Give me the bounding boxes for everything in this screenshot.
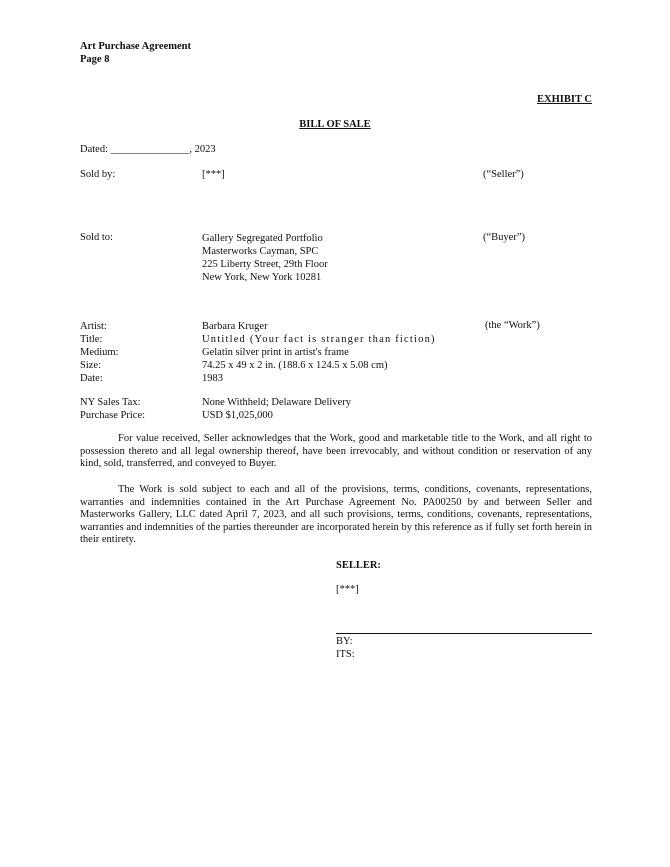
- dated-row: [80, 144, 216, 155]
- title-value: Untitled (Your fact is stranger than fiction): [202, 334, 436, 345]
- by-label: BY:: [336, 636, 353, 647]
- buyer-line: 225 Liberty Street, 29th Floor: [202, 259, 328, 270]
- tax-price-values: [202, 396, 351, 422]
- size-label: Size:: [80, 360, 101, 371]
- buyer-line: Masterworks Cayman, SPC: [202, 246, 319, 257]
- artist-label: Artist:: [80, 321, 107, 332]
- dated-year: , 2023: [189, 144, 216, 155]
- size-value: 74.25 x 49 x 2 in. (188.6 x 124.5 x 5.08 cm): [202, 360, 388, 371]
- seller-heading: SELLER:: [336, 560, 381, 571]
- page-number: Page 8: [80, 54, 110, 65]
- sold-by-label: Sold by:: [80, 169, 116, 180]
- signature-line: [336, 633, 592, 634]
- date-value: 1983: [202, 373, 223, 384]
- price-value: USD $1,025,000: [202, 410, 273, 421]
- sold-to-label: Sold to:: [80, 232, 113, 243]
- medium-label: Medium:: [80, 347, 119, 358]
- buyer-role: (“Buyer”): [483, 232, 525, 243]
- seller-role: (“Seller”): [483, 169, 524, 180]
- document-title: Art Purchase Agreement: [80, 41, 191, 52]
- medium-value: Gelatin silver print in artist's frame: [202, 347, 349, 358]
- work-labels: [80, 320, 119, 385]
- provisions-paragraph: The Work is sold subject to each and all of the provisions, terms, conditions, covenants, representations, warranties and indemnities contained in the Art Purchase Agreement No. PA00250 by and between Seller and Masterworks Gallery, LLC dated April 7, 2023, and all such provisions, terms, conditions, covenants, representations, warranties and indemnities of the parties thereunder are incorporated herein by this reference as if fully set forth herein in their entirety.: [80, 484, 592, 546]
- buyer-line: Gallery Segregated Portfolio: [202, 233, 323, 244]
- price-label: Purchase Price:: [80, 410, 146, 421]
- tax-value: None Withheld; Delaware Delivery: [202, 397, 351, 408]
- buyer-address: [202, 232, 328, 284]
- dated-label: Dated:: [80, 144, 108, 155]
- work-role: (the “Work”): [485, 320, 540, 331]
- buyer-line: New York, New York 10281: [202, 272, 322, 283]
- sold-by-value: [***]: [202, 169, 225, 180]
- bill-of-sale-heading: BILL OF SALE: [299, 119, 371, 130]
- work-values: [202, 320, 436, 385]
- dated-blank: _______________: [110, 144, 190, 155]
- exhibit-label: EXHIBIT C: [537, 94, 592, 105]
- artist-value: Barbara Kruger: [202, 321, 268, 332]
- conveyance-paragraph: For value received, Seller acknowledges that the Work, good and marketable title to the Work, and all right to possession thereto and all legal ownership thereof, have been irrevocably, and without condition or reservation of any kind, sold, transferred, and conveyed to Buyer.: [80, 433, 592, 470]
- tax-price-labels: [80, 396, 145, 422]
- its-label: ITS:: [336, 649, 355, 660]
- seller-name: [***]: [336, 584, 359, 595]
- tax-label: NY Sales Tax:: [80, 397, 141, 408]
- title-label: Title:: [80, 334, 103, 345]
- date-label: Date:: [80, 373, 103, 384]
